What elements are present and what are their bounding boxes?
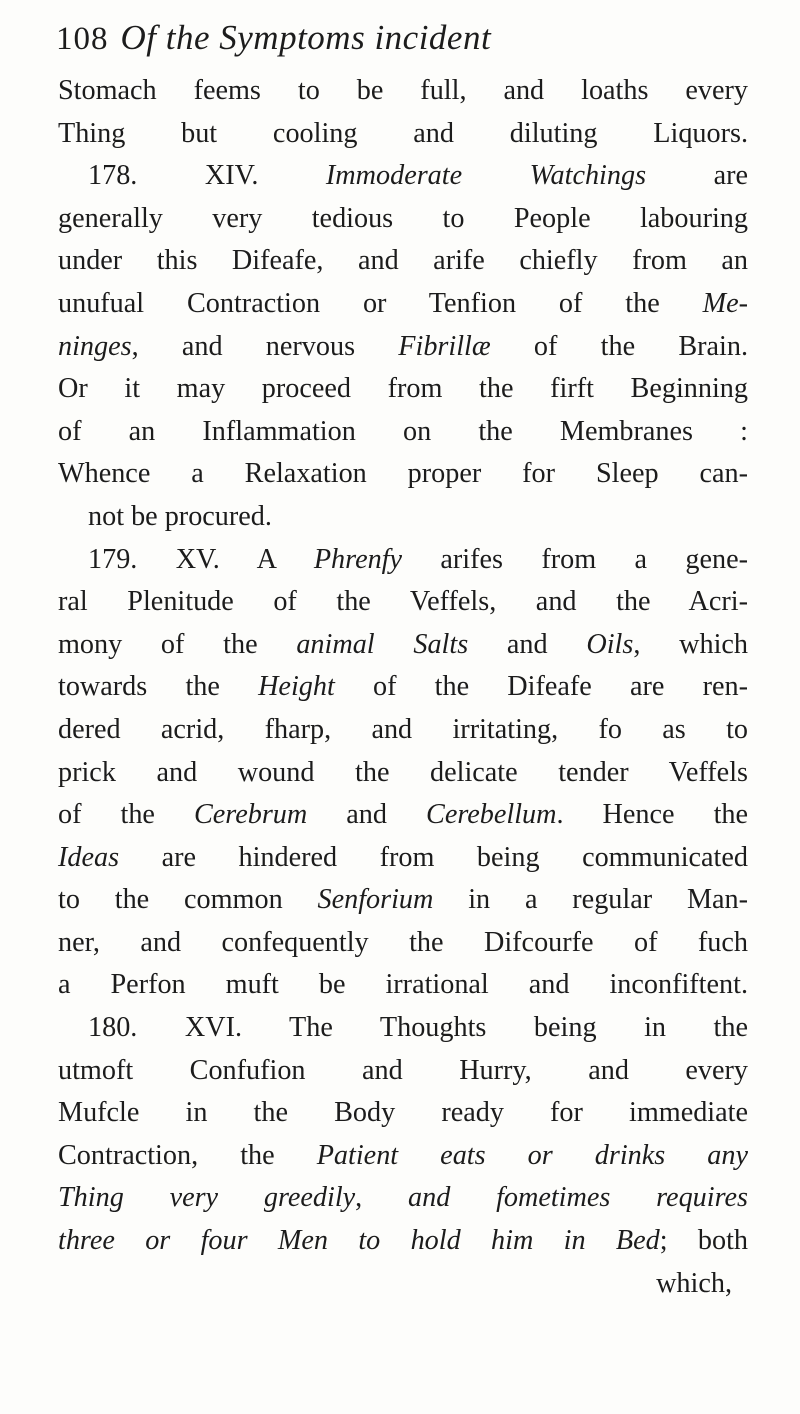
text-line xyxy=(58,326,748,369)
text-segment: Whence a Relaxation proper for Sleep can- xyxy=(58,458,748,490)
text-segment: generally very tedious to People labouring xyxy=(58,202,748,234)
text-line xyxy=(58,1135,748,1178)
body-text xyxy=(58,70,748,1305)
text-line xyxy=(58,837,748,880)
italic-segment: Height xyxy=(258,671,335,703)
text-segment: prick and wound the delicate tender Veffels xyxy=(58,756,748,788)
text-line xyxy=(58,368,748,411)
text-segment: of the Brain. xyxy=(490,330,748,362)
text-line xyxy=(58,240,748,283)
text-line xyxy=(58,283,748,326)
text-segment: in a regular Man- xyxy=(433,884,748,916)
text-line xyxy=(58,411,748,454)
text-segment: Or it may proceed from the firft Beginning xyxy=(58,373,748,405)
text-line xyxy=(58,794,748,837)
text-segment: , and nervous xyxy=(131,330,399,362)
text-line xyxy=(58,709,748,752)
text-line xyxy=(58,752,748,795)
text-segment: and xyxy=(468,628,587,660)
text-segment: 178. XIV. xyxy=(88,160,326,192)
italic-segment: Thing very greedily xyxy=(58,1182,356,1214)
text-segment: of the Difeafe are ren- xyxy=(334,671,748,703)
text-segment: of the xyxy=(58,799,194,831)
text-segment: Stomach feems to be full, and loaths every xyxy=(58,75,748,106)
text-segment: 180. XVI. The Thoughts being in the xyxy=(88,1012,748,1044)
italic-segment: and fometimes requires xyxy=(408,1182,748,1214)
italic-segment: Ideas xyxy=(58,841,120,873)
text-segment: unufual Contraction or Tenfion of the xyxy=(58,287,703,319)
text-line xyxy=(58,624,748,667)
text-segment: mony of the xyxy=(58,628,297,660)
text-line xyxy=(58,1050,748,1093)
text-line xyxy=(58,155,748,198)
text-segment: Contraction, the xyxy=(58,1139,317,1171)
text-segment: not be procured. xyxy=(88,500,272,532)
italic-segment: Cerebrum xyxy=(193,799,308,831)
italic-segment: animal Salts xyxy=(296,628,469,660)
text-segment: 179. XV. A xyxy=(88,543,314,575)
text-line xyxy=(58,922,748,965)
text-segment: of an Inflammation on the Membranes : xyxy=(58,415,748,447)
italic-segment: Cerebellum xyxy=(426,799,557,831)
italic-segment: ninges xyxy=(58,330,132,362)
text-segment: are xyxy=(646,160,748,192)
text-line xyxy=(58,879,748,922)
text-segment: and xyxy=(307,799,427,831)
text-segment: Thing but cooling and diluting Liquors. xyxy=(58,117,748,149)
text-segment: to the common xyxy=(58,884,318,916)
text-line xyxy=(58,539,748,582)
text-line xyxy=(58,964,748,1007)
text-segment: dered acrid, fharp, and irritating, fo as to xyxy=(58,713,748,745)
text-segment: a Perfon muft be irrational and inconfiftent. xyxy=(58,969,748,1001)
italic-segment: three or four Men to hold him in Bed xyxy=(58,1225,660,1257)
italic-segment: Patient eats or drinks any xyxy=(316,1139,749,1171)
text-line xyxy=(58,453,748,496)
page-number: 108 xyxy=(56,21,109,57)
italic-segment: Senforium xyxy=(317,884,434,916)
italic-segment: Phrenfy xyxy=(313,543,403,575)
italic-segment: Immoderate Watchings xyxy=(325,160,647,192)
italic-segment: Me- xyxy=(702,287,748,319)
text-line xyxy=(58,70,748,113)
text-segment: . Hence the xyxy=(556,799,749,831)
text-segment: , xyxy=(355,1182,408,1214)
text-line xyxy=(58,496,748,539)
text-segment: towards the xyxy=(58,671,259,703)
running-title: Of the Symptoms incident xyxy=(120,18,492,57)
text-segment: ral Plenitude of the Veffels, and the Acri- xyxy=(58,586,748,618)
text-line xyxy=(58,113,748,156)
text-segment: ner, and confequently the Difcourfe of fuch xyxy=(58,926,748,958)
text-line xyxy=(58,581,748,624)
text-line xyxy=(58,1220,748,1263)
text-line xyxy=(58,666,748,709)
text-segment: Mufcle in the Body ready for immediate xyxy=(58,1097,748,1129)
text-line xyxy=(58,1177,748,1220)
text-segment: , which xyxy=(633,628,749,660)
text-segment: utmoft Confufion and Hurry, and every xyxy=(58,1054,748,1086)
italic-segment: Fibrillæ xyxy=(398,330,491,362)
text-line xyxy=(58,1007,748,1050)
text-line xyxy=(58,1092,748,1135)
text-segment: under this Difeafe, and arife chiefly from an xyxy=(58,245,748,277)
italic-segment: Oils xyxy=(586,628,634,660)
page-header xyxy=(56,18,746,68)
text-segment: arifes from a gene- xyxy=(402,543,749,575)
text-segment: ; both xyxy=(659,1225,748,1257)
text-segment: which, xyxy=(656,1267,732,1299)
text-segment: are hindered from being communicated xyxy=(119,841,748,873)
text-line xyxy=(58,198,748,241)
text-line xyxy=(58,1263,748,1306)
